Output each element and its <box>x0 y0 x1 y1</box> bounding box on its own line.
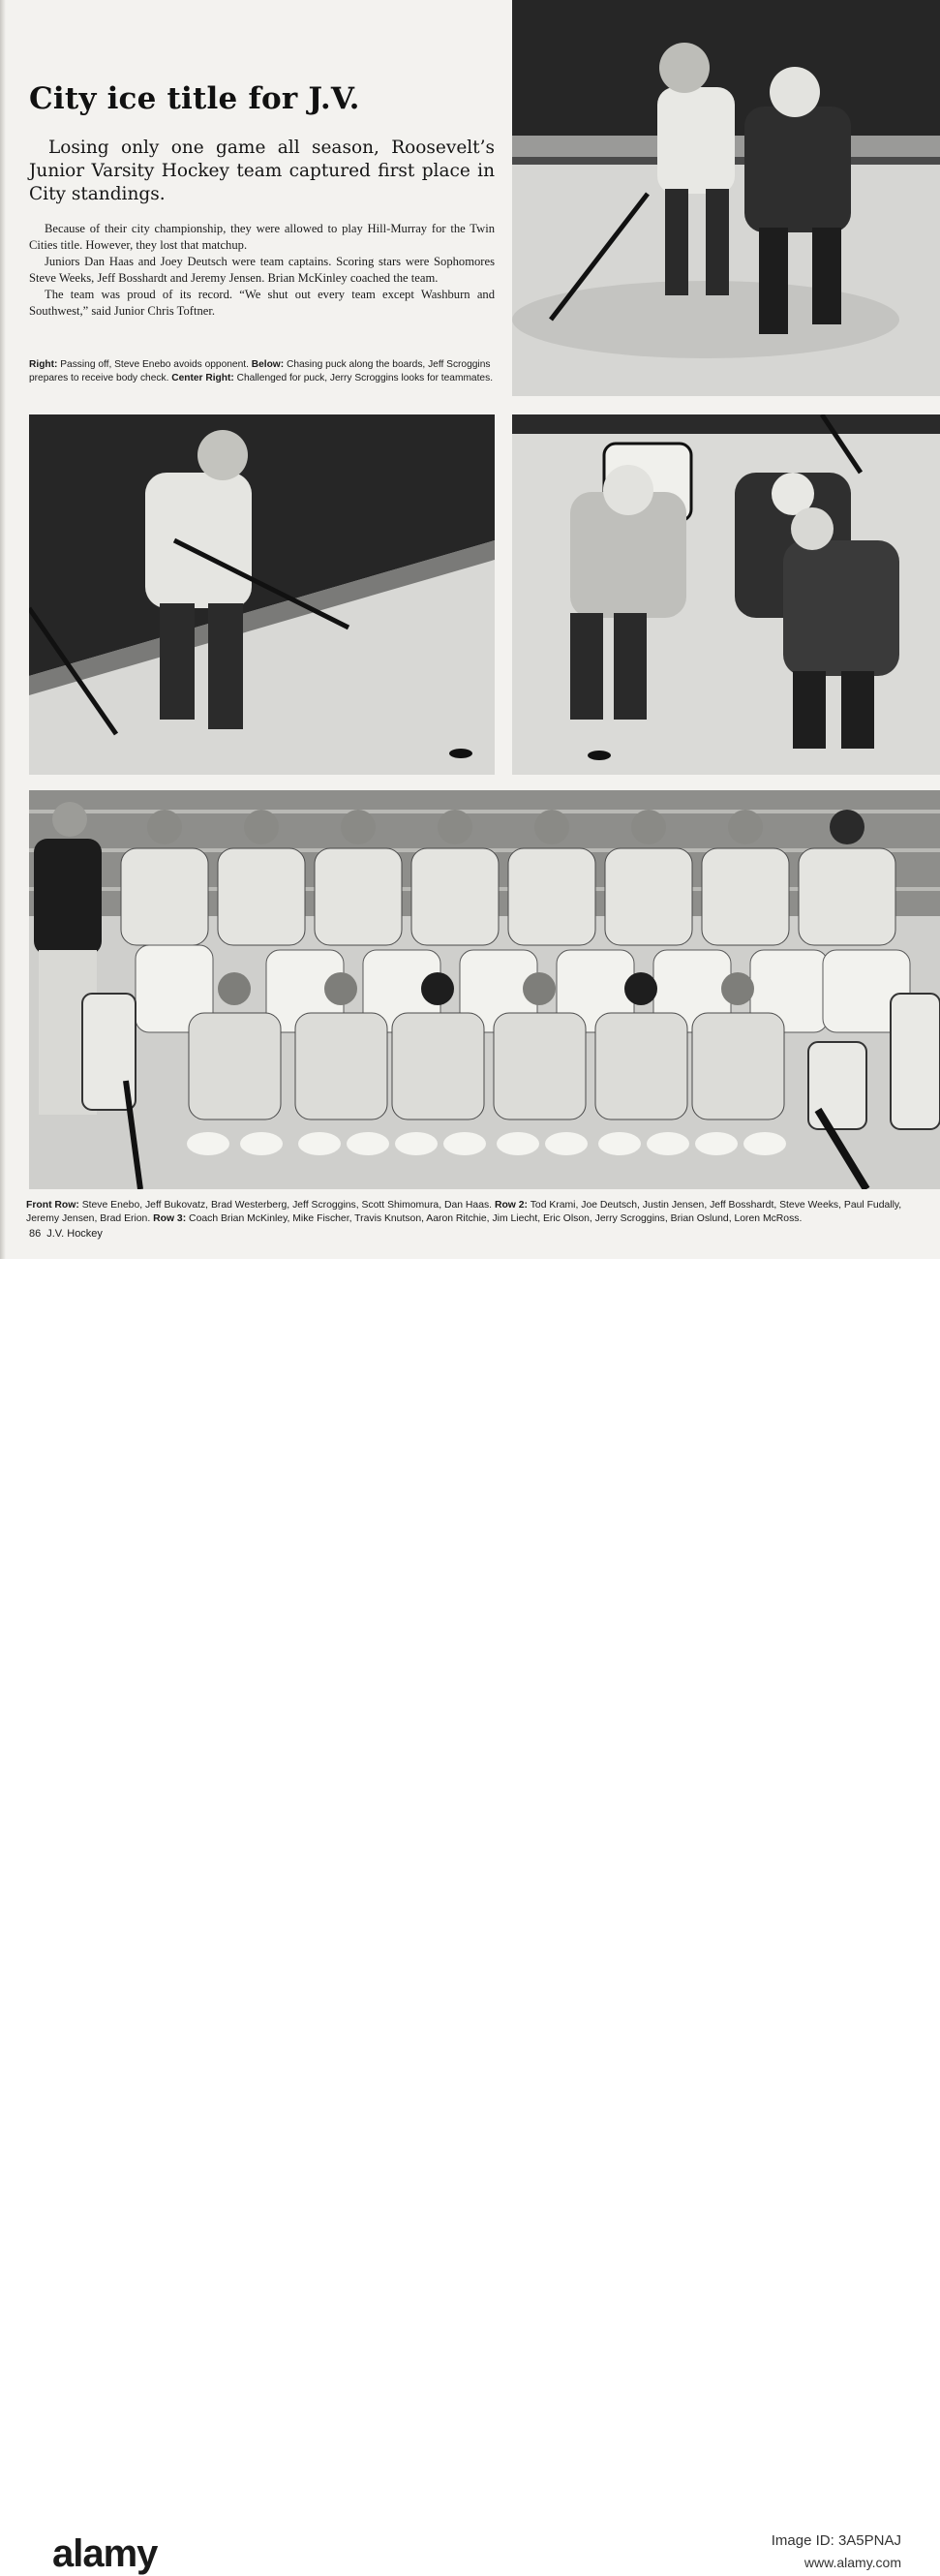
alamy-logo: alamy <box>52 2532 158 2575</box>
article-paragraph: Juniors Dan Haas and Joey Deutsch were team captains. Scoring stars were Sophomores Steve Weeks, Jeff Bosshardt and Jeremy Jensen. Brian McKinley coached the team. <box>29 255 495 285</box>
article-headline: City ice title for J.V. <box>29 81 360 116</box>
roster-row3-names: Coach Brian McKinley, Mike Fischer, Travis Knutson, Aaron Ritchie, Jim Liecht, Eric Olson, Jerry Scroggins, Brian Oslund, Loren McRoss. <box>186 1213 803 1224</box>
roster-front-names: Steve Enebo, Jeff Bukovatz, Brad Westerberg, Jeff Scroggins, Scott Shimomura, Dan Haas. <box>78 1200 495 1211</box>
page-footer <box>29 1228 103 1240</box>
image-id: Image ID: 3A5PNAJ <box>771 2532 901 2549</box>
article-lead: Losing only one game all season, Roosevelt’s Junior Varsity Hockey team captured first place in City standings. <box>29 138 495 204</box>
caption-text-center: Challenged for puck, Jerry Scroggins looks for teammates. <box>233 373 494 383</box>
stock-watermark-bar <box>0 1259 940 2575</box>
roster-row2-label: Row 2: <box>494 1200 529 1211</box>
caption-label-center: Center Right: <box>171 373 234 383</box>
caption-label-below: Below: <box>251 359 285 370</box>
site-url[interactable]: www.alamy.com <box>804 2555 901 2570</box>
page-number: 86 <box>29 1228 42 1240</box>
image-id-block <box>772 2530 901 2573</box>
caption-text-right: Passing off, Steve Enebo avoids opponent. <box>57 359 252 370</box>
roster-front-label: Front Row: <box>26 1200 79 1211</box>
photo-along-boards <box>29 414 495 775</box>
caption-text-below: Chasing puck along the boards, Jeff Scroggins prepares to receive body check. <box>29 359 491 383</box>
caption-label-right: Right: <box>29 359 58 370</box>
article-body <box>29 221 495 320</box>
yearbook-page <box>0 0 940 1259</box>
photo-passing-off <box>512 0 940 396</box>
team-roster-caption <box>26 1199 936 1226</box>
photo-caption <box>29 358 495 385</box>
article-paragraph: The team was proud of its record. “We shut out every team except Washburn and Southwest,” said Junior Chris Toftner. <box>29 288 495 318</box>
roster-row3-label: Row 3: <box>153 1213 187 1224</box>
photo-challenged-for-puck <box>512 414 940 775</box>
article-paragraph: Because of their city championship, they were allowed to play Hill-Murray for the Twin Cities title. However, they lost that matchup. <box>29 222 495 252</box>
section-name: J.V. Hockey <box>46 1228 103 1240</box>
roster-row2-names: Tod Krami, Joe Deutsch, Justin Jensen, Jeff Bosshardt, Steve Weeks, Paul Fudally, Jeremy Jensen, Brad Erion. <box>26 1200 902 1224</box>
photo-team <box>29 790 940 1189</box>
